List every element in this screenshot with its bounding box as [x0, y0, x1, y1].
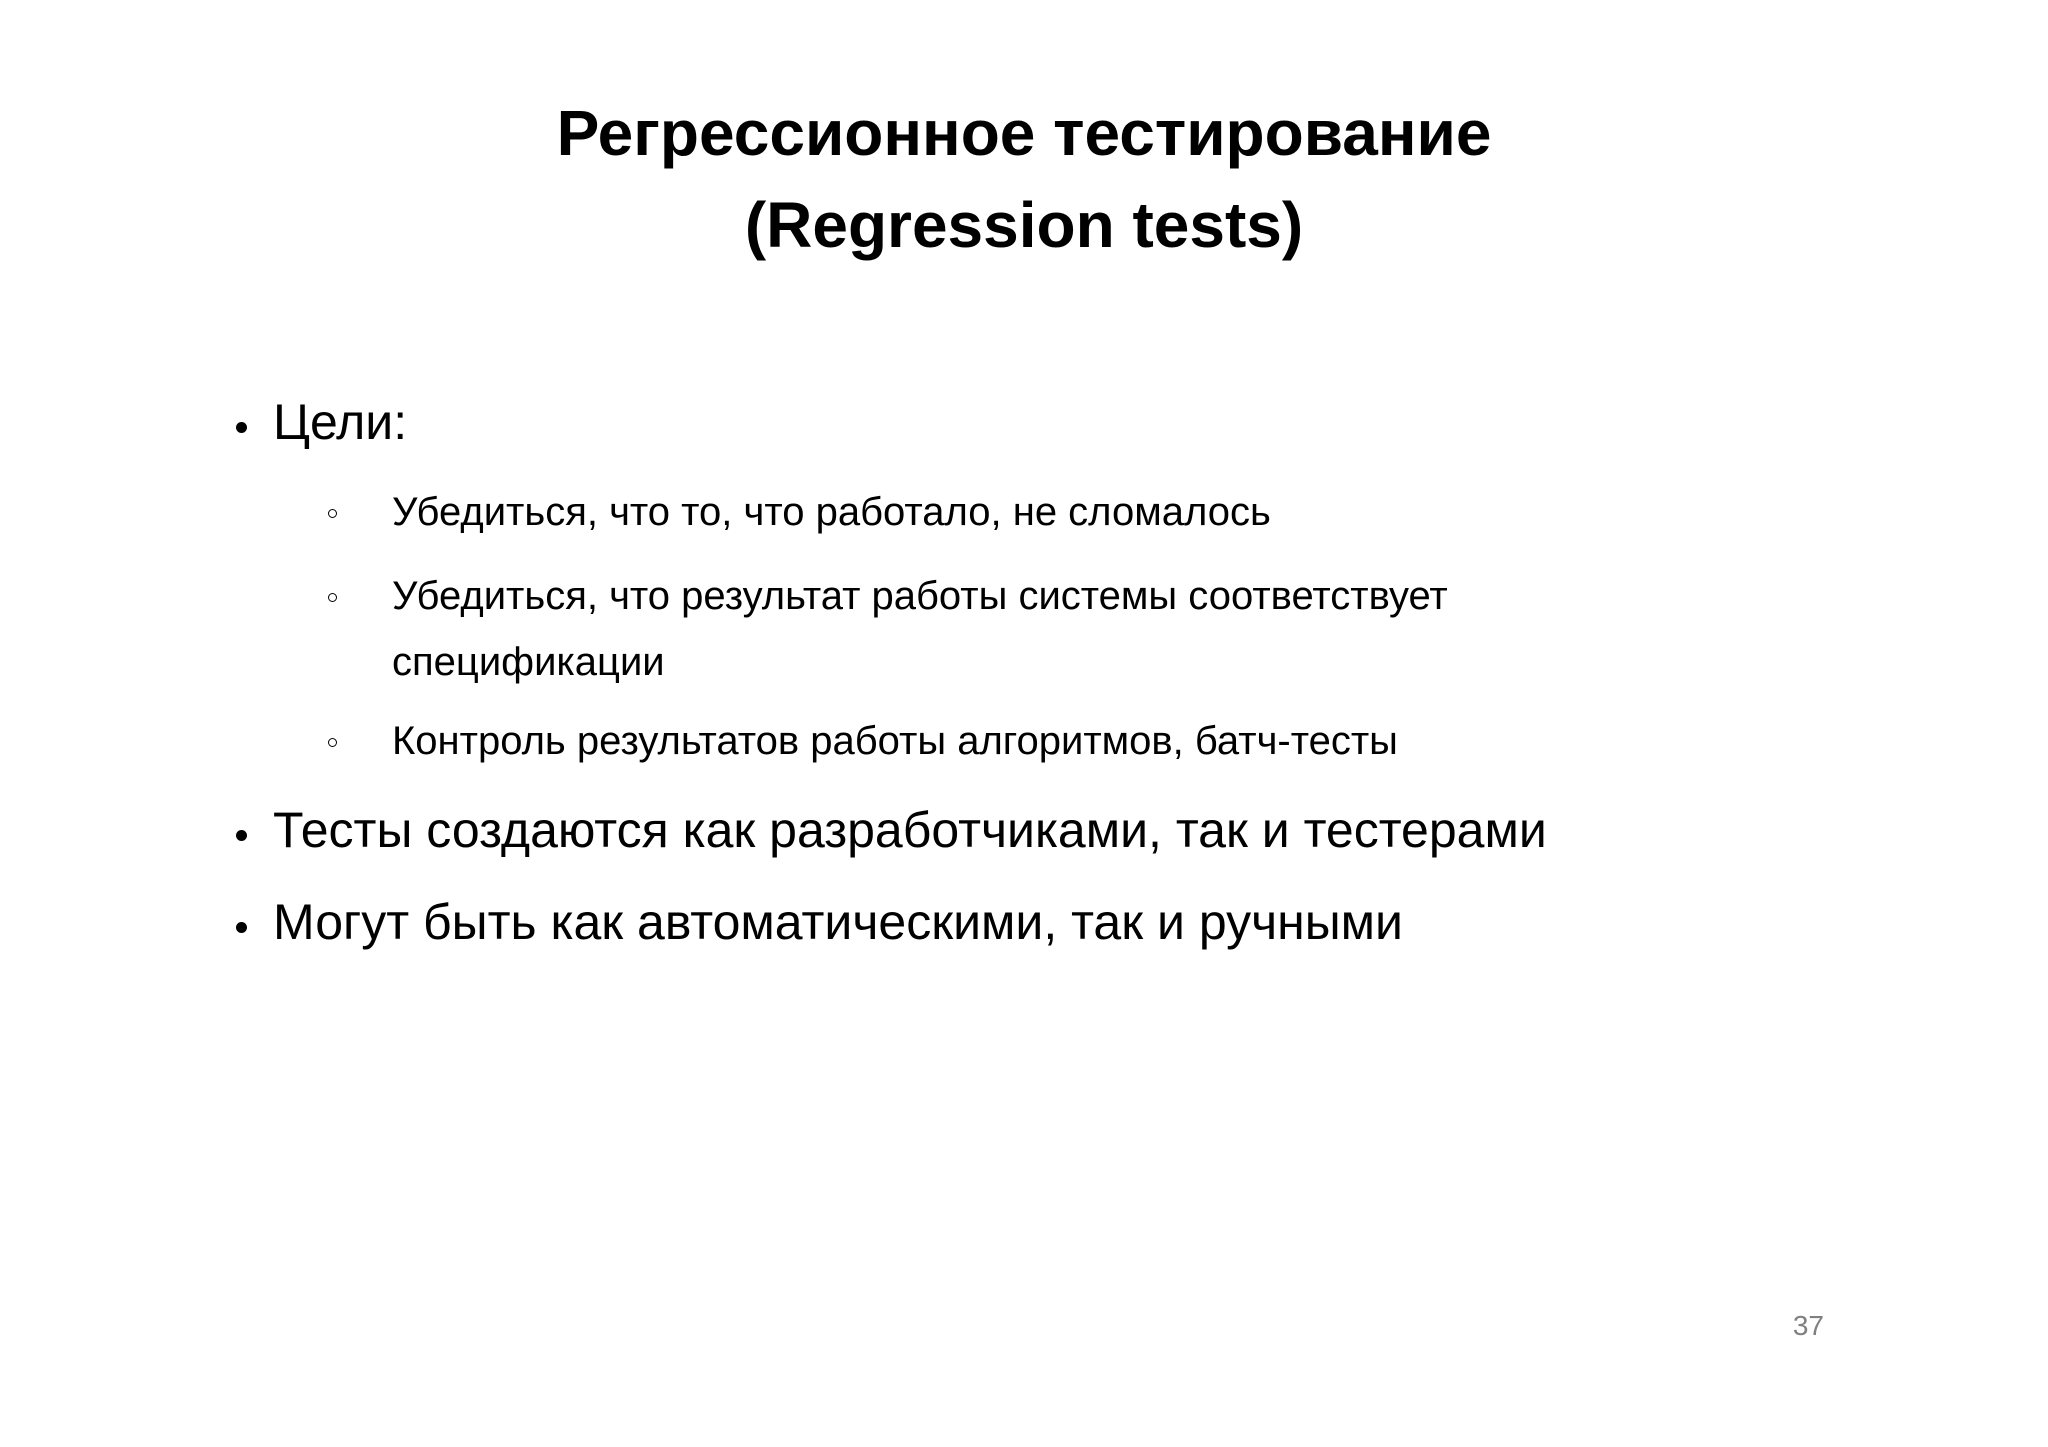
bullet-item-goals — [236, 392, 407, 452]
sub-bullet-label: Убедиться, что результат работы системы соответствует спецификации — [392, 574, 1448, 684]
bullet-dot-icon — [236, 830, 247, 841]
circle-bullet-icon — [328, 509, 337, 518]
bullet-item-creators — [236, 800, 1547, 860]
bullet-dot-icon — [236, 922, 247, 933]
bullet-item-types — [236, 892, 1403, 952]
slide-title: Регрессионное тестирование — [556, 97, 1492, 169]
circle-bullet-icon — [328, 738, 337, 747]
sub-bullet-label: Убедиться, что то, что работало, не сломалось — [392, 490, 1271, 534]
slide-subtitle: (Regression tests) — [744, 189, 1304, 261]
bullet-dot-icon — [236, 422, 247, 433]
circle-bullet-icon — [328, 593, 337, 602]
bullet-label: Тесты создаются как разработчиками, так и тестерами — [273, 802, 1547, 858]
page-number: 37 — [1792, 1310, 1824, 1341]
sub-bullet-item — [328, 479, 1692, 545]
bullet-label: Могут быть как автоматическими, так и ручными — [273, 894, 1403, 950]
bullet-label: Цели: — [273, 394, 408, 450]
sub-bullet-item — [328, 708, 1692, 774]
sub-bullet-item — [328, 563, 1632, 695]
sub-bullet-label: Контроль результатов работы алгоритмов, батч-тесты — [392, 719, 1398, 763]
